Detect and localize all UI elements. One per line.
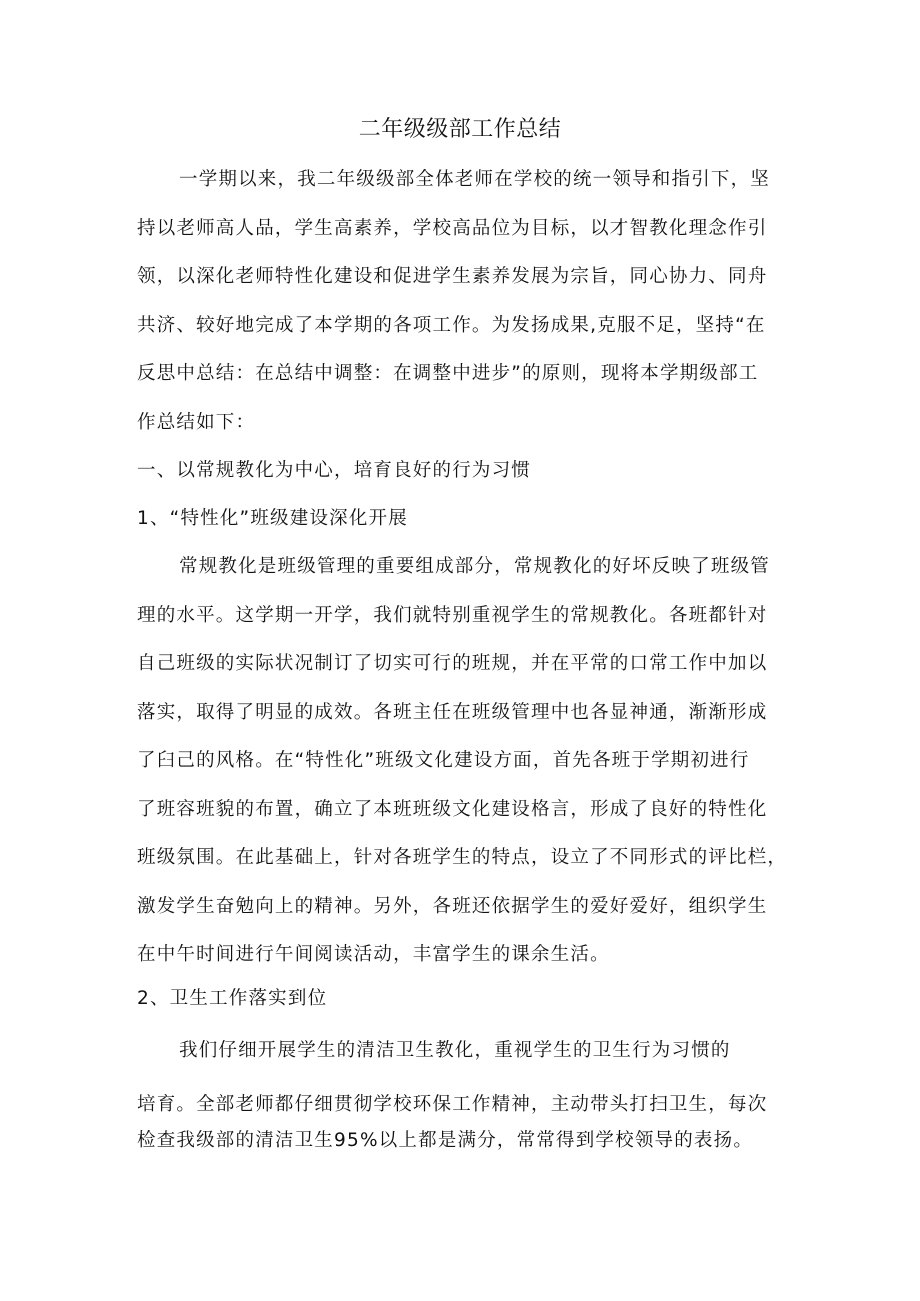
body-line: 我们仔细开展学生的清洁卫生教化，重视学生的卫生行为习惯的 [179,1040,731,1061]
section-1-heading: 一、以常规教化为中心，培育良好的行为习惯 [137,460,532,481]
subsection-2-heading: 2、卫生工作落实到位 [137,988,328,1009]
subsection-1-heading-block [137,495,797,544]
intro-line: 一学期以来，我二年级级部全体老师在学校的统一领导和指引下，坚 [179,169,771,190]
intro-line: 作总结如下： [137,411,256,433]
intro-line: 持以老师高人品，学生高素养，学校高品位为目标，以才智教化理念作引 [137,217,768,239]
subsection-2-first-line-block [137,1027,797,1076]
body-line: 在中午时间进行午间阅读活动，丰富学生的课余生活。 [137,944,610,965]
intro-line: 领，以深化老师特性化建设和促进学生素养发展为宗旨，同心协力、同舟 [137,266,768,287]
subsection-1-paragraph [137,543,797,980]
body-line: 了班容班貌的布置，确立了本班班级文化建设格言，形成了良好的特性化 [137,798,768,820]
subsection-2-heading-block [137,975,797,1024]
intro-line: 共济、较好地完成了本学期的各项工作。为发扬成果,克服不足，坚持“在 [137,314,766,336]
body-line: 常规教化是班级管理的重要组成部分，常规教化的好坏反映了班级管 [179,556,771,577]
section-1-heading-block [137,447,797,496]
body-line: 检查我级部的清洁卫生95%以上都是满分，常常得到学校领导的表扬。 [137,1130,754,1151]
body-line: 培育。全部老师都仔细贯彻学校环保工作精神，主动带头打扫卫生，每次 [137,1094,768,1115]
subsection-2-paragraph [137,1087,797,1159]
body-line: 自己班级的实际状况制订了切实可行的班规，并在平常的口常工作中加以 [137,653,768,674]
body-line: 班级氛围。在此基础上，针对各班学生的特点，设立了不同形式的评比栏， [137,847,788,868]
intro-line: 反思中总结：在总结中调整：在调整中进步”的原则，现将本学期级部工 [137,363,759,384]
document-title: 二年级级部工作总结 [358,117,562,142]
body-line: 了臼己的风格。在“特性化”班级文化建设方面，首先各班于学期初进行 [137,750,750,771]
body-line: 激发学生奋勉向上的精神。另外，各班还依据学生的爱好爱好，组织学生 [137,895,768,917]
intro-paragraph [137,156,797,447]
body-line: 落实，取得了明显的成效。各班主任在班级管理中也各显神通，渐渐形成 [137,701,768,723]
subsection-1-heading: 1、“特性化”班级建设深化开展 [137,508,408,529]
body-line: 理的水平。这学期一开学，我们就特别重视学生的常规教化。各班都针对 [137,604,768,626]
